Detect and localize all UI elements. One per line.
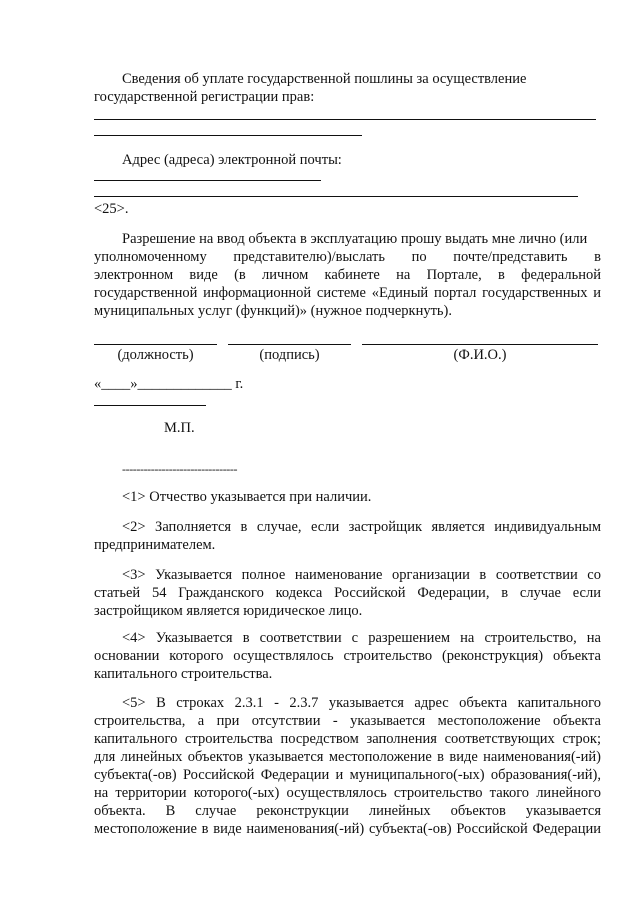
payment-fill-line-1: [94, 119, 596, 120]
footnote-3-line: застройщиком является юридическое лицо.: [94, 603, 363, 619]
footnote-2-line: <2> Заполняется в случае, если застройщик является индивидуальным: [122, 519, 601, 535]
email-label: Адрес (адреса) электронной почты:: [122, 152, 342, 168]
footnote-5-line: для линейных объектов указывается местоположение в виде наименования(-ий): [94, 749, 601, 765]
footnote-4-line: капитального строительства.: [94, 666, 273, 682]
signature-caption: (подпись): [259, 347, 320, 363]
footnote-3-line: статьей 54 Гражданского кодекса Российской Федерации, в случае если: [94, 585, 601, 601]
payment-fill-line-2: [94, 135, 362, 136]
date-line: «____»_____________ г.: [94, 376, 244, 392]
footnote-1: <1> Отчество указывается при наличии.: [122, 489, 372, 505]
permission-line: муниципальных услуг (функций)» (нужное подчеркнуть).: [94, 303, 452, 319]
position-fill-line: [94, 344, 217, 345]
email-fill-line-1: [94, 180, 321, 181]
permission-line: государственной информационной системе «Единый портал государственных и: [94, 285, 601, 301]
stamp-placeholder: М.П.: [164, 420, 195, 436]
permission-line: Разрешение на ввод объекта в эксплуатацию прошу выдать мне лично (или: [122, 231, 588, 247]
signature-fill-line: [228, 344, 351, 345]
footnote-4-line: <4> Указывается в соответствии с разрешением на строительство, на: [122, 630, 601, 646]
footnote-5-line: местоположение в виде наименования(-ий) субъекта(-ов) Российской Федерации: [94, 821, 601, 837]
footnote-5-line: на территории которого(-ых) осуществлялось строительство такого линейного: [94, 785, 601, 801]
payment-info-line-2: государственной регистрации прав:: [94, 89, 315, 105]
footnote-4-line: основании которого осуществлялось строительство (реконструкция) объекта: [94, 648, 601, 664]
payment-info-line-1: Сведения об уплате государственной пошлины за осуществление: [122, 71, 527, 87]
permission-line: уполномоченному представителю)/выслать по почте/представить в: [94, 249, 601, 265]
notes-separator: --------------------------------: [122, 462, 238, 476]
date-fill-line: [94, 405, 206, 406]
email-fill-line-2: [94, 196, 578, 197]
footnote-2-line: предпринимателем.: [94, 537, 216, 553]
permission-line: электронном виде (в личном кабинете на Портале, в федеральной: [94, 267, 601, 283]
footnote-ref-25: <25>.: [94, 201, 129, 217]
footnote-3-line: <3> Указывается полное наименование организации в соответствии со: [122, 567, 601, 583]
footnote-5-line: строительства, а при отсутствии - указывается местоположение объекта: [94, 713, 601, 729]
name-fill-line: [362, 344, 598, 345]
footnote-5-line: объекта. В случае реконструкции линейных объектов указывается: [94, 803, 601, 819]
name-caption: (Ф.И.О.): [453, 347, 507, 363]
footnote-5-line: капитального строительства посредством заполнения соответствующих строк;: [94, 731, 601, 747]
footnote-5-line: <5> В строках 2.3.1 - 2.3.7 указывается адрес объекта капитального: [122, 695, 601, 711]
position-caption: (должность): [117, 347, 194, 363]
footnote-5-line: субъекта(-ов) Российской Федерации и муниципального(-ых) образования(-ий),: [94, 767, 601, 783]
